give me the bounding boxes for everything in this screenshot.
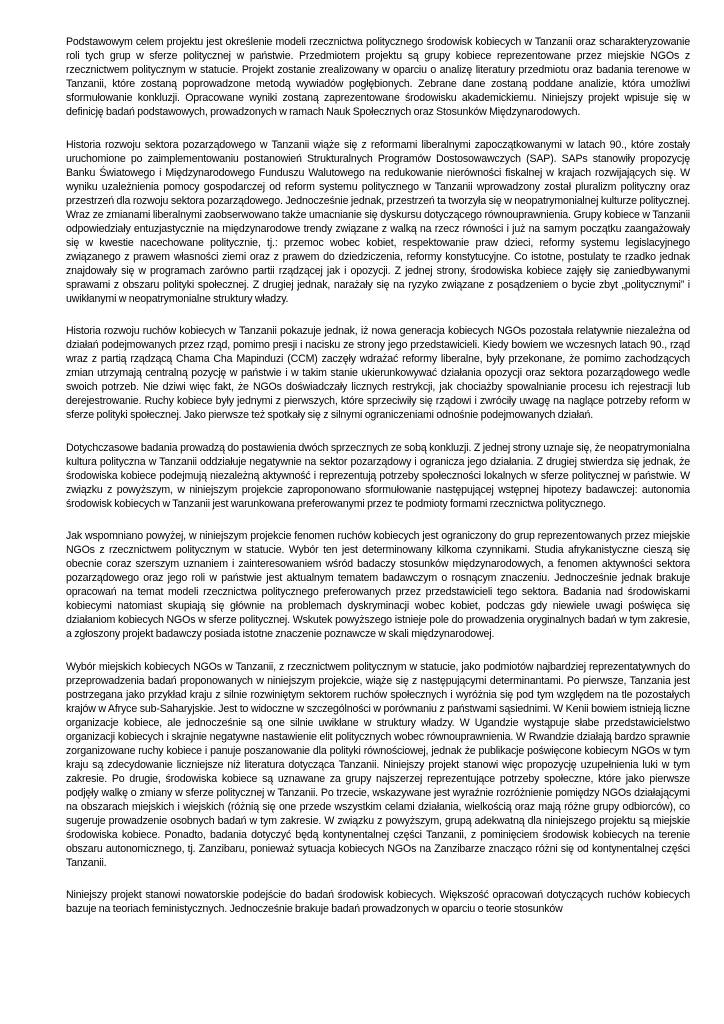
paragraph-research-hypothesis: Dotychczasowe badania prowadzą do postawienia dwóch sprzecznych ze sobą konkluzji. Z jednej strony uznaje się, że neopatrymonialna kultura polityczna w Tanzanii oddziałuje negatywnie na sektor pozarządowy i ogranicza jego działania. Z drugiej stwierdza się jednak, że środowiska kobiece podejmują niezależną aktywność i reprezentują potrzeby społeczności lokalnych w sferze politycznej w państwie. W związku z powyższym, w niniejszym projekcie zaproponowano sformułowanie następującej wstępnej hipotezy badawczej: autonomia środowisk kobiecych w Tanzanii jest warunkowana preferowanymi przez te podmioty formami rzecznictwa politycznego. [66, 441, 690, 510]
paragraph-novelty: Niniejszy projekt stanowi nowatorskie podejście do badań środowisk kobiecych. Większość opracowań dotyczących ruchów kobiecych bazuje na teoriach feministycznych. Jednocześnie brakuje badań prowadzonych w oparciu o teorie stosunków [66, 889, 690, 915]
paragraph-selection-rationale: Wybór miejskich kobiecych NGOs w Tanzanii, z rzecznictwem politycznym w statucie, jako podmiotów najbardziej reprezentatywnych do przeprowadzenia badań proponowanych w niniejszym projekcie, wiąże się z następującymi determinantami. Po pierwsze, Tanzania jest postrzegana jako przykład kraju z silnie rozwiniętym sektorem ruchów społecznych i wyróżnia się pod tym względem na tle pozostałych krajów w Afryce sub-Saharyjskie. Jest to widoczne w szczególności w porównaniu z państwami sąsiednimi. W Kenii bowiem istnieją liczne organizacje kobiece, ale jednocześnie są one silnie uwikłane w struktury władzy. W Ugandzie wystąpuje słabe przedstawicielstwo organizacji kobiecych i skrajnie negatywne nastawienie elit politycznych wobec równouprawnienia. W Rwandzie działają bardzo sprawnie zorganizowane ruchy kobiece i panuje poszanowanie dla polityki równościowej, jednak że publikacje poświęcone kobiecym NGOs w tym kraju są zdecydowanie liczniejsze niż literatura dotycząca Tanzanii. Niniejszy projekt stanowi więc propozycję uzupełnienia luki w tym zakresie. Po drugie, środowiska kobiece są uznawane za grupy najszerzej reprezentujące potrzeby społeczne, które jako pierwsze podjęły walkę o zmiany w sferze politycznej w Tanzanii. Po trzecie, wskazywane jest wyraźnie rozróżnienie pomiędzy NGOs działającymi na obszarach miejskich i wiejskich (różnią się one przede wszystkim celami działania, wielkością oraz mają różne grupy odbiorców), co sugeruje prowadzenie osobnych badań w tym zakresie. W związku z powyższym, grupą adekwatną dla niniejszego projektu są miejskie środowiska kobiece. Ponadto, badania dotyczyć będą kontynentalnej części Tanzanii, z pominięciem środowisk kobiecych na terenie obszaru autonomicznego, tj. Zanzibaru, ponieważ sytuacja kobiecych NGOs na Zanzibarze znacząco różni się od kontynentalnej części Tanzanii. [66, 660, 690, 869]
paragraph-research-scope: Jak wspomniano powyżej, w niniejszym projekcie fenomen ruchów kobiecych jest ograniczony do grup reprezentowanych przez miejskie NGOs z rzecznictwem politycznym w statucie. Wybór ten jest determinowany kilkoma czynnikami. Studia afrykanistyczne cieszą się obecnie coraz szerszym uznaniem i zainteresowaniem wśród badaczy stosunków międzynarodowych, a fenomen aktywności sektora pozarządowego oraz jego roli w państwie jest aktualnym tematem badawczym o rosnącym znaczeniu. Jednocześnie jednak brakuje opracowań na temat modeli rzecznictwa politycznego preferowanych przez przedstawicieli tego sektora. Badania nad środowiskami kobiecymi natomiast skupiają się głównie na problemach dyskryminacji wobec kobiet, podczas gdy niewiele uwagi poświęca się działaniom kobiecych NGOs w sferze politycznej. Wskutek powyższego istnieje pole do prowadzenia oryginalnych badań w tym zakresie, a zgłoszony projekt badawczy posiada istotne znaczenie poznawcze w skali międzynarodowej. [66, 530, 690, 640]
paragraph-ngo-sector-history: Historia rozwoju sektora pozarządowego w Tanzanii wiąże się z reformami liberalnymi zapoczątkowanymi w latach 90., które zostały uruchomione po zaimplementowaniu postanowień Strukturalnych Programów Dostosowawczych (SAP). SAPs stanowiły propozycję Banku Światowego i Międzynarodowego Funduszu Walutowego na redukowanie nierówności fiskalnej w krajach rozwijających się. W wyniku uzależnienia pomocy gospodarczej od reform systemu politycznego w Tanzanii wprowadzony został pluralizm polityczny oraz przestrzeń dla rozwoju sektora pozarządowego. Jednocześnie jednak, przestrzeń ta tworzyła się w neopatrymonialnej kulturze politycznej. Wraz ze zmianami liberalnymi zaobserwowano także umacnianie się dyskursu dotyczącego równouprawnienia. Grupy kobiece w Tanzanii odpowiedziały entuzjastycznie na międzynarodowe trendy związane z walką na rzecz równości i już na samym początku zaangażowały się w kwestie nacechowane politycznie, tj.: przemoc wobec kobiet, respektowanie praw dzieci, reformy systemu legislacyjnego związanego z prawem własności ziemi oraz z prawem do dziedziczenia, reformy konstytucyjne. Co istotne, postulaty te rzadko jednak znajdowały się w programach zarówno partii rządzącej jak i opozycji. Z jednej strony, środowiska kobiece zajęły się zaniedbywanymi sprawami z obszaru polityki społecznej. Z drugiej jednak, narażały się na ryzyko związane z posądzeniem o bycie zbyt „politycznymi” i uwikłanymi w neopatrymonialne struktury władzy. [66, 138, 690, 305]
paragraph-womens-movement-history: Historia rozwoju ruchów kobiecych w Tanzanii pokazuje jednak, iż nowa generacja kobiecych NGOs pozostała relatywnie niezależna od działań podejmowanych przez rząd, pomimo presji i nacisku ze strony jego przedstawicieli. Kiedy bowiem we wczesnych latach 90., rząd wraz z partią rządzącą Chama Cha Mapinduzi (CCM) zaczęły wdrażać reformy liberalne, były przekonane, że pomimo zachodzących zmian utrzymają centralną pozycję w państwie i w takim stanie ukierunkowywać działania opozycji oraz sektora pozarządowego wedle swoich potrzeb. Nie dziwi więc fakt, że NGOs doświadczały licznych restrykcji, jak chociażby spowalnianie procesu ich rejestracji lub derejestrowanie. Ruchy kobiece były jednymi z pierwszych, które sprzeciwiły się rządowi i zwróciły uwagę na naglące potrzeby reform w sferze polityki społecznej. Jako pierwsze też spotkały się z silnymi ograniczeniami odnośnie podejmowanych działań. [66, 325, 690, 421]
document-page [66, 35, 690, 1020]
paragraph-project-goal: Podstawowym celem projektu jest określenie modeli rzecznictwa politycznego środowisk kobiecych w Tanzanii oraz scharakteryzowanie roli tych grup w sferze politycznej w państwie. Przedmiotem projektu są grupy kobiece reprezentowane przez miejskie NGOs z rzecznictwem politycznym w statucie. Projekt zostanie zrealizowany w oparciu o analizę literatury przedmiotu oraz badania terenowe w Tanzanii, które zostaną poprowadzone metodą wywiadów pogłębionych. Zebrane dane zostaną poddane analizie, która umożliwi sformułowanie konkluzji. Opracowane wyniki zostaną zaprezentowane środowisku akademickiemu. Niniejszy projekt wpisuje się w definicję badań podstawowych, prowadzonych w ramach Nauk Społecznych oraz Stosunków Międzynarodowych. [66, 36, 690, 118]
